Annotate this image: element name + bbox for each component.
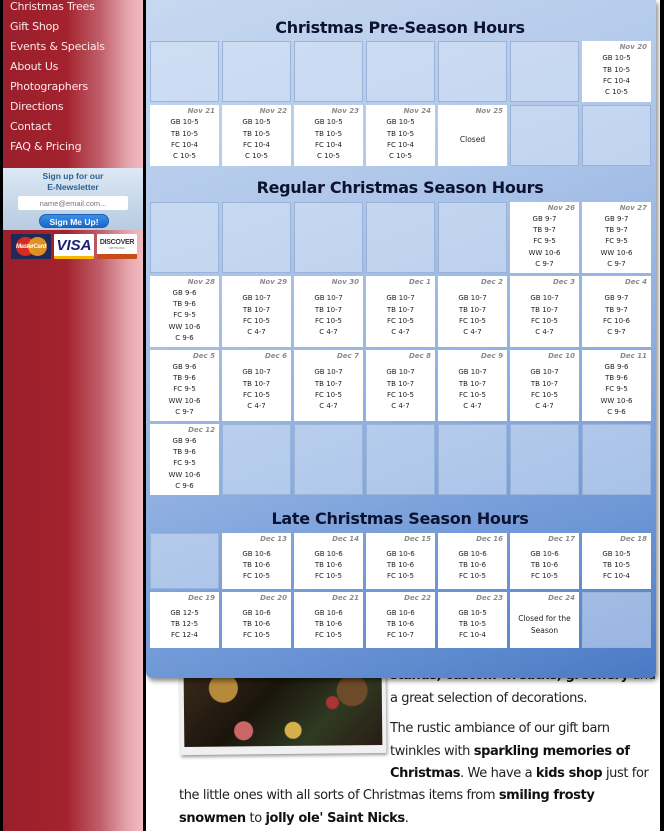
day-hours (295, 288, 362, 344)
day-hours (367, 117, 434, 163)
hours-line: TB 10-5 (170, 129, 199, 138)
hours-line: FC 10-5 (242, 631, 271, 640)
day-hours (367, 288, 434, 344)
day-date: Dec 9 (480, 352, 503, 360)
day-hours (583, 362, 650, 418)
hours-line: GB 10-7 (458, 368, 487, 377)
hours-line: FC 9-5 (173, 385, 196, 394)
hours-line: FC 10-4 (602, 77, 631, 85)
nav-events-specials[interactable]: Events & Specials (10, 40, 105, 53)
calendar-day-cell (150, 592, 219, 648)
calendar-day-cell (294, 533, 363, 589)
calendar-day-cell (582, 533, 651, 589)
calendar-cell-empty (510, 41, 579, 102)
calendar-day-cell (438, 276, 507, 347)
day-hours (439, 288, 506, 344)
calendar-day-cell (222, 350, 291, 421)
hours-line: GB 10-6 (314, 608, 343, 617)
calendar-day-cell (510, 533, 579, 589)
gift-barn-photo (180, 667, 387, 755)
day-hours (151, 117, 218, 163)
hours-line: FC 10-7 (386, 631, 415, 640)
calendar-cell-empty (222, 202, 291, 273)
day-hours (439, 604, 506, 645)
calendar-cell-empty (294, 202, 363, 273)
visa-label: VISA (56, 236, 92, 254)
hours-line: WW 10-6 (600, 396, 633, 405)
calendar-day-cell (438, 350, 507, 421)
day-hours (511, 604, 578, 645)
hours-line: C 9-7 (607, 259, 626, 268)
hours-line: GB 10-7 (386, 368, 415, 377)
hours-line: TB 10-6 (242, 619, 271, 628)
day-date: Nov 24 (403, 107, 431, 115)
hours-line: C 9-6 (175, 333, 194, 342)
hours-line: FC 9-5 (533, 237, 556, 246)
hours-line: C 4-7 (319, 402, 338, 411)
hours-line: FC 10-5 (314, 631, 343, 640)
hours-line: FC 10-5 (458, 317, 487, 325)
hours-line: FC 10-5 (530, 317, 559, 325)
calendar-cell-empty (582, 592, 651, 648)
day-hours (583, 288, 650, 344)
calendar-day-cell (366, 276, 435, 347)
hours-line: GB 10-7 (242, 368, 271, 377)
day-date: Nov 28 (187, 278, 215, 286)
hours-line: GB 9-6 (172, 436, 197, 445)
hours-line: TB 9-6 (173, 448, 196, 457)
calendar-cell-empty (150, 41, 219, 102)
calendar-day-cell (582, 41, 651, 102)
hours-line: GB 10-6 (242, 549, 271, 558)
hours-line: WW 10-6 (168, 470, 201, 479)
day-hours (583, 214, 650, 270)
day-date: Dec 14 (332, 535, 359, 543)
day-date: Dec 2 (480, 278, 503, 286)
calendar-grid-late-season (150, 533, 651, 648)
calendar-cell-empty (150, 202, 219, 273)
section-title-pre-season: Christmas Pre-Season Hours (275, 18, 525, 37)
day-date: Dec 6 (264, 352, 287, 360)
day-hours (439, 117, 506, 163)
discover-sublabel: NETWORK (109, 245, 125, 250)
hours-line: TB 10-5 (602, 65, 631, 74)
calendar-day-cell (294, 105, 363, 166)
calendar-day-cell (582, 202, 651, 273)
nav-directions[interactable]: Directions (10, 100, 64, 113)
hours-line: FC 12-4 (170, 631, 199, 640)
hours-line: TB 10-7 (314, 305, 343, 314)
day-hours (295, 362, 362, 418)
calendar-cell-empty (510, 105, 579, 166)
calendar-cell-empty (366, 41, 435, 102)
hours-line: GB 12-5 (170, 608, 199, 617)
calendar-day-cell (510, 202, 579, 273)
hours-line: C 10-5 (605, 88, 628, 97)
day-hours (439, 362, 506, 418)
calendar-day-cell (366, 592, 435, 648)
sidebar-nav (3, 0, 105, 155)
hours-line: GB 9-6 (172, 288, 197, 297)
hours-line: C 9-6 (175, 481, 194, 490)
hours-line: WW 10-6 (168, 322, 201, 331)
nav-gift-shop[interactable]: Gift Shop (10, 20, 59, 33)
day-date: Dec 10 (548, 352, 575, 360)
hours-line: GB 10-5 (458, 608, 487, 617)
hours-line: FC 10-5 (386, 317, 415, 325)
day-date: Nov 20 (619, 43, 647, 51)
calendar-cell-empty (150, 533, 219, 589)
hours-line: TB 10-7 (314, 379, 343, 388)
day-hours (151, 604, 218, 645)
section-title-regular-season: Regular Christmas Season Hours (256, 178, 544, 197)
day-hours (151, 362, 218, 418)
hours-line: TB 10-6 (314, 619, 343, 628)
calendar-day-cell (294, 276, 363, 347)
day-date: Nov 27 (619, 204, 647, 212)
hours-line: GB 10-6 (386, 608, 415, 617)
day-date: Nov 30 (331, 278, 359, 286)
hours-line: C 4-7 (535, 402, 554, 411)
day-date: Nov 29 (259, 278, 287, 286)
day-hours (367, 604, 434, 645)
calendar-cell-empty (582, 105, 651, 166)
day-hours (151, 436, 218, 492)
hours-line: C 4-7 (463, 328, 482, 337)
newsletter-email-input[interactable] (18, 196, 128, 210)
day-hours (223, 362, 290, 418)
nav-photographers[interactable]: Photographers (10, 80, 88, 93)
day-date: Dec 19 (188, 594, 215, 602)
day-date: Dec 20 (260, 594, 287, 602)
day-date: Dec 22 (404, 594, 431, 602)
hours-line: C 4-7 (247, 402, 266, 411)
hours-line: FC 10-6 (602, 317, 631, 325)
hours-line: GB 10-7 (530, 368, 559, 377)
hours-line: FC 9-5 (173, 459, 196, 468)
hours-line: FC 10-4 (458, 631, 487, 640)
day-date: Dec 24 (548, 594, 575, 602)
calendar-day-cell (366, 533, 435, 589)
hours-line: C 10-5 (245, 152, 268, 161)
closed-label: Closed (459, 135, 486, 145)
calendar-day-cell (150, 276, 219, 347)
hours-line: FC 10-5 (314, 572, 343, 581)
hours-line: TB 9-7 (605, 226, 628, 235)
day-date: Nov 25 (475, 107, 503, 115)
calendar-day-cell (222, 105, 291, 166)
hours-line: FC 10-5 (530, 572, 559, 581)
day-date: Nov 21 (187, 107, 215, 115)
hours-line: TB 10-6 (386, 560, 415, 569)
hours-line: GB 10-7 (458, 294, 487, 303)
hours-line: GB 10-6 (242, 608, 271, 617)
hours-line: WW 10-6 (528, 248, 561, 257)
calendar-day-cell (222, 592, 291, 648)
nav-contact[interactable]: Contact (10, 120, 52, 133)
closed-label: Closed for the Season (518, 614, 571, 635)
day-date: Dec 1 (408, 278, 431, 286)
calendar-day-cell (438, 533, 507, 589)
hours-line: GB 10-6 (458, 549, 487, 558)
hours-line: TB 10-6 (458, 560, 487, 569)
day-date: Dec 11 (620, 352, 647, 360)
hours-line: GB 10-6 (530, 549, 559, 558)
calendar-day-cell (150, 350, 219, 421)
day-date: Dec 17 (548, 535, 575, 543)
day-date: Dec 13 (260, 535, 287, 543)
hours-line: TB 10-5 (314, 129, 343, 138)
hours-line: C 10-5 (389, 152, 412, 161)
day-date: Nov 23 (331, 107, 359, 115)
hours-line: FC 10-5 (242, 572, 271, 581)
day-date: Dec 8 (408, 352, 431, 360)
hours-line: TB 10-5 (458, 619, 487, 628)
day-date: Dec 12 (188, 426, 215, 434)
day-date: Dec 3 (552, 278, 575, 286)
hours-line: TB 10-5 (386, 129, 415, 138)
hours-line: C 4-7 (535, 328, 554, 337)
calendar-cell-empty (582, 424, 651, 495)
day-date: Dec 7 (336, 352, 359, 360)
paragraph-decorations: a great selection of decorations. (390, 690, 588, 706)
day-hours (295, 545, 362, 586)
day-hours (583, 53, 650, 99)
hours-line: GB 10-6 (386, 549, 415, 558)
hours-line: TB 10-7 (242, 305, 271, 314)
hours-line: C 9-6 (607, 407, 626, 416)
hours-line: FC 10-4 (314, 141, 343, 149)
discover-label: DISCOVER (99, 238, 135, 246)
day-hours (223, 288, 290, 344)
calendar-cell-empty (438, 41, 507, 102)
day-hours (223, 117, 290, 163)
hours-line: GB 9-7 (532, 214, 557, 223)
main-content (146, 0, 660, 831)
paragraph-gift-barn: The rustic ambiance of our gift barn twinkles with sparkling memories of Christmas. We have a kids shop just for (390, 721, 649, 781)
newsletter-title-line1: Sign up for our (42, 171, 104, 181)
calendar-cell-empty (438, 424, 507, 495)
hours-line: TB 10-7 (386, 305, 415, 314)
hours-line: C 9-7 (607, 328, 626, 337)
day-hours (511, 362, 578, 418)
visa-logo (54, 234, 94, 259)
paragraph-kids-shop: the little ones with all sorts of Christmas items from smiling frosty snowmen to jolly ole' Saint Nicks. (179, 788, 595, 826)
hours-line: C 4-7 (391, 402, 410, 411)
hours-line: FC 10-5 (314, 317, 343, 325)
hours-line: TB 10-7 (530, 305, 559, 314)
newsletter-title (3, 168, 143, 193)
day-hours (367, 362, 434, 418)
hours-line: GB 9-6 (604, 362, 629, 371)
hours-line: GB 10-7 (530, 294, 559, 303)
hours-line: FC 10-5 (530, 391, 559, 399)
hours-calendar-panel (146, 0, 656, 678)
day-hours (511, 545, 578, 586)
mastercard-label: MasterCard (15, 243, 46, 250)
day-date: Dec 23 (476, 594, 503, 602)
calendar-day-cell (510, 276, 579, 347)
calendar-day-cell (510, 350, 579, 421)
nav-christmas-trees[interactable]: Christmas Trees (10, 0, 95, 13)
calendar-cell-empty (366, 202, 435, 273)
calendar-day-cell (366, 350, 435, 421)
day-hours (439, 545, 506, 586)
hours-line: GB 10-5 (386, 118, 415, 127)
day-date: Nov 26 (547, 204, 575, 212)
hours-line: GB 10-5 (602, 549, 631, 558)
hours-line: TB 10-7 (458, 379, 487, 388)
day-date: Dec 4 (624, 278, 647, 286)
hours-line: FC 9-5 (605, 237, 628, 246)
payment-cards (11, 234, 137, 259)
hours-line: WW 10-6 (168, 396, 201, 405)
day-hours (295, 117, 362, 163)
hours-line: TB 10-6 (530, 560, 559, 569)
newsletter-title-line2: E-Newsletter (47, 182, 99, 192)
hours-line: GB 10-7 (242, 294, 271, 303)
nav-faq-pricing[interactable]: FAQ & Pricing (10, 140, 82, 153)
hours-line: TB 10-7 (530, 379, 559, 388)
calendar-day-cell (510, 592, 579, 648)
hours-line: C 9-7 (535, 259, 554, 268)
calendar-day-cell (438, 105, 507, 166)
hours-line: C 4-7 (319, 328, 338, 337)
calendar-day-cell (438, 592, 507, 648)
hours-line: C 4-7 (463, 402, 482, 411)
hours-line: GB 10-7 (314, 368, 343, 377)
hours-line: FC 10-5 (386, 572, 415, 581)
calendar-grid-pre-season (150, 41, 651, 166)
hours-line: C 10-5 (173, 152, 196, 161)
hours-line: GB 10-7 (386, 294, 415, 303)
hours-line: TB 10-6 (386, 619, 415, 628)
calendar-day-cell (294, 350, 363, 421)
hours-line: GB 9-7 (604, 214, 629, 223)
day-date: Dec 16 (476, 535, 503, 543)
hours-line: FC 10-4 (386, 141, 415, 149)
hours-line: GB 10-5 (314, 118, 343, 127)
calendar-cell-empty (438, 202, 507, 273)
calendar-cell-empty (294, 424, 363, 495)
hours-line: C 4-7 (391, 328, 410, 337)
calendar-cell-empty (510, 424, 579, 495)
day-date: Dec 21 (332, 594, 359, 602)
hours-line: FC 10-5 (242, 317, 271, 325)
hours-line: TB 10-7 (386, 379, 415, 388)
calendar-day-cell (222, 533, 291, 589)
day-date: Dec 15 (404, 535, 431, 543)
day-date: Dec 18 (620, 535, 647, 543)
hours-line: FC 10-5 (314, 391, 343, 399)
calendar-cell-empty (366, 424, 435, 495)
discover-logo (97, 234, 137, 259)
hours-line: TB 10-5 (602, 560, 631, 569)
calendar-day-cell (222, 276, 291, 347)
day-hours (367, 545, 434, 586)
mastercard-logo (11, 234, 51, 259)
newsletter-signup (3, 168, 143, 230)
calendar-day-cell (150, 424, 219, 495)
calendar-cell-empty (294, 41, 363, 102)
hours-line: FC 10-4 (170, 141, 199, 149)
day-date: Dec 5 (192, 352, 215, 360)
calendar-grid-regular-season (150, 202, 651, 495)
day-hours (295, 604, 362, 645)
hours-line: TB 12-5 (170, 619, 199, 628)
hours-line: TB 10-6 (314, 560, 343, 569)
day-hours (583, 545, 650, 586)
hours-line: TB 9-7 (533, 226, 556, 235)
hours-line: FC 10-4 (602, 572, 631, 581)
day-hours (511, 214, 578, 270)
calendar-day-cell (366, 105, 435, 166)
hours-line: FC 10-5 (458, 391, 487, 399)
day-hours (511, 288, 578, 344)
gift-barn-image (184, 667, 383, 747)
hours-line: FC 9-5 (173, 311, 196, 320)
hours-line: FC 9-5 (605, 385, 628, 394)
calendar-cell-empty (222, 41, 291, 102)
hours-line: GB 10-6 (314, 549, 343, 558)
nav-about-us[interactable]: About Us (10, 60, 59, 73)
sidebar (3, 0, 143, 831)
calendar-day-cell (294, 592, 363, 648)
hours-line: FC 10-5 (242, 391, 271, 399)
day-hours (151, 288, 218, 344)
hours-line: TB 10-7 (458, 305, 487, 314)
hours-line: TB 9-6 (605, 374, 628, 383)
calendar-day-cell (150, 105, 219, 166)
hours-line: TB 10-5 (242, 129, 271, 138)
day-hours (223, 545, 290, 586)
day-hours (223, 604, 290, 645)
section-title-late-season: Late Christmas Season Hours (271, 509, 529, 528)
signup-button[interactable]: Sign Me Up! (39, 214, 109, 228)
hours-line: C 10-5 (317, 152, 340, 161)
calendar-day-cell (582, 350, 651, 421)
hours-line: GB 9-7 (604, 294, 629, 303)
hours-line: C 4-7 (247, 328, 266, 337)
hours-line: FC 10-5 (458, 572, 487, 581)
hours-line: GB 10-5 (602, 54, 631, 63)
hours-line: GB 9-6 (172, 362, 197, 371)
hours-line: WW 10-6 (600, 248, 633, 257)
calendar-cell-empty (222, 424, 291, 495)
hours-line: TB 10-6 (242, 560, 271, 569)
hours-line: FC 10-5 (386, 391, 415, 399)
calendar-day-cell (582, 276, 651, 347)
hours-line: GB 10-5 (170, 118, 199, 127)
hours-line: GB 10-7 (314, 294, 343, 303)
hours-line: TB 9-7 (605, 305, 628, 314)
hours-line: TB 9-6 (173, 374, 196, 383)
hours-line: TB 10-7 (242, 379, 271, 388)
hours-line: C 9-7 (175, 407, 194, 416)
hours-line: TB 9-6 (173, 300, 196, 309)
day-date: Nov 22 (259, 107, 287, 115)
hours-line: GB 10-5 (242, 118, 271, 127)
hours-line: FC 10-4 (242, 141, 271, 149)
